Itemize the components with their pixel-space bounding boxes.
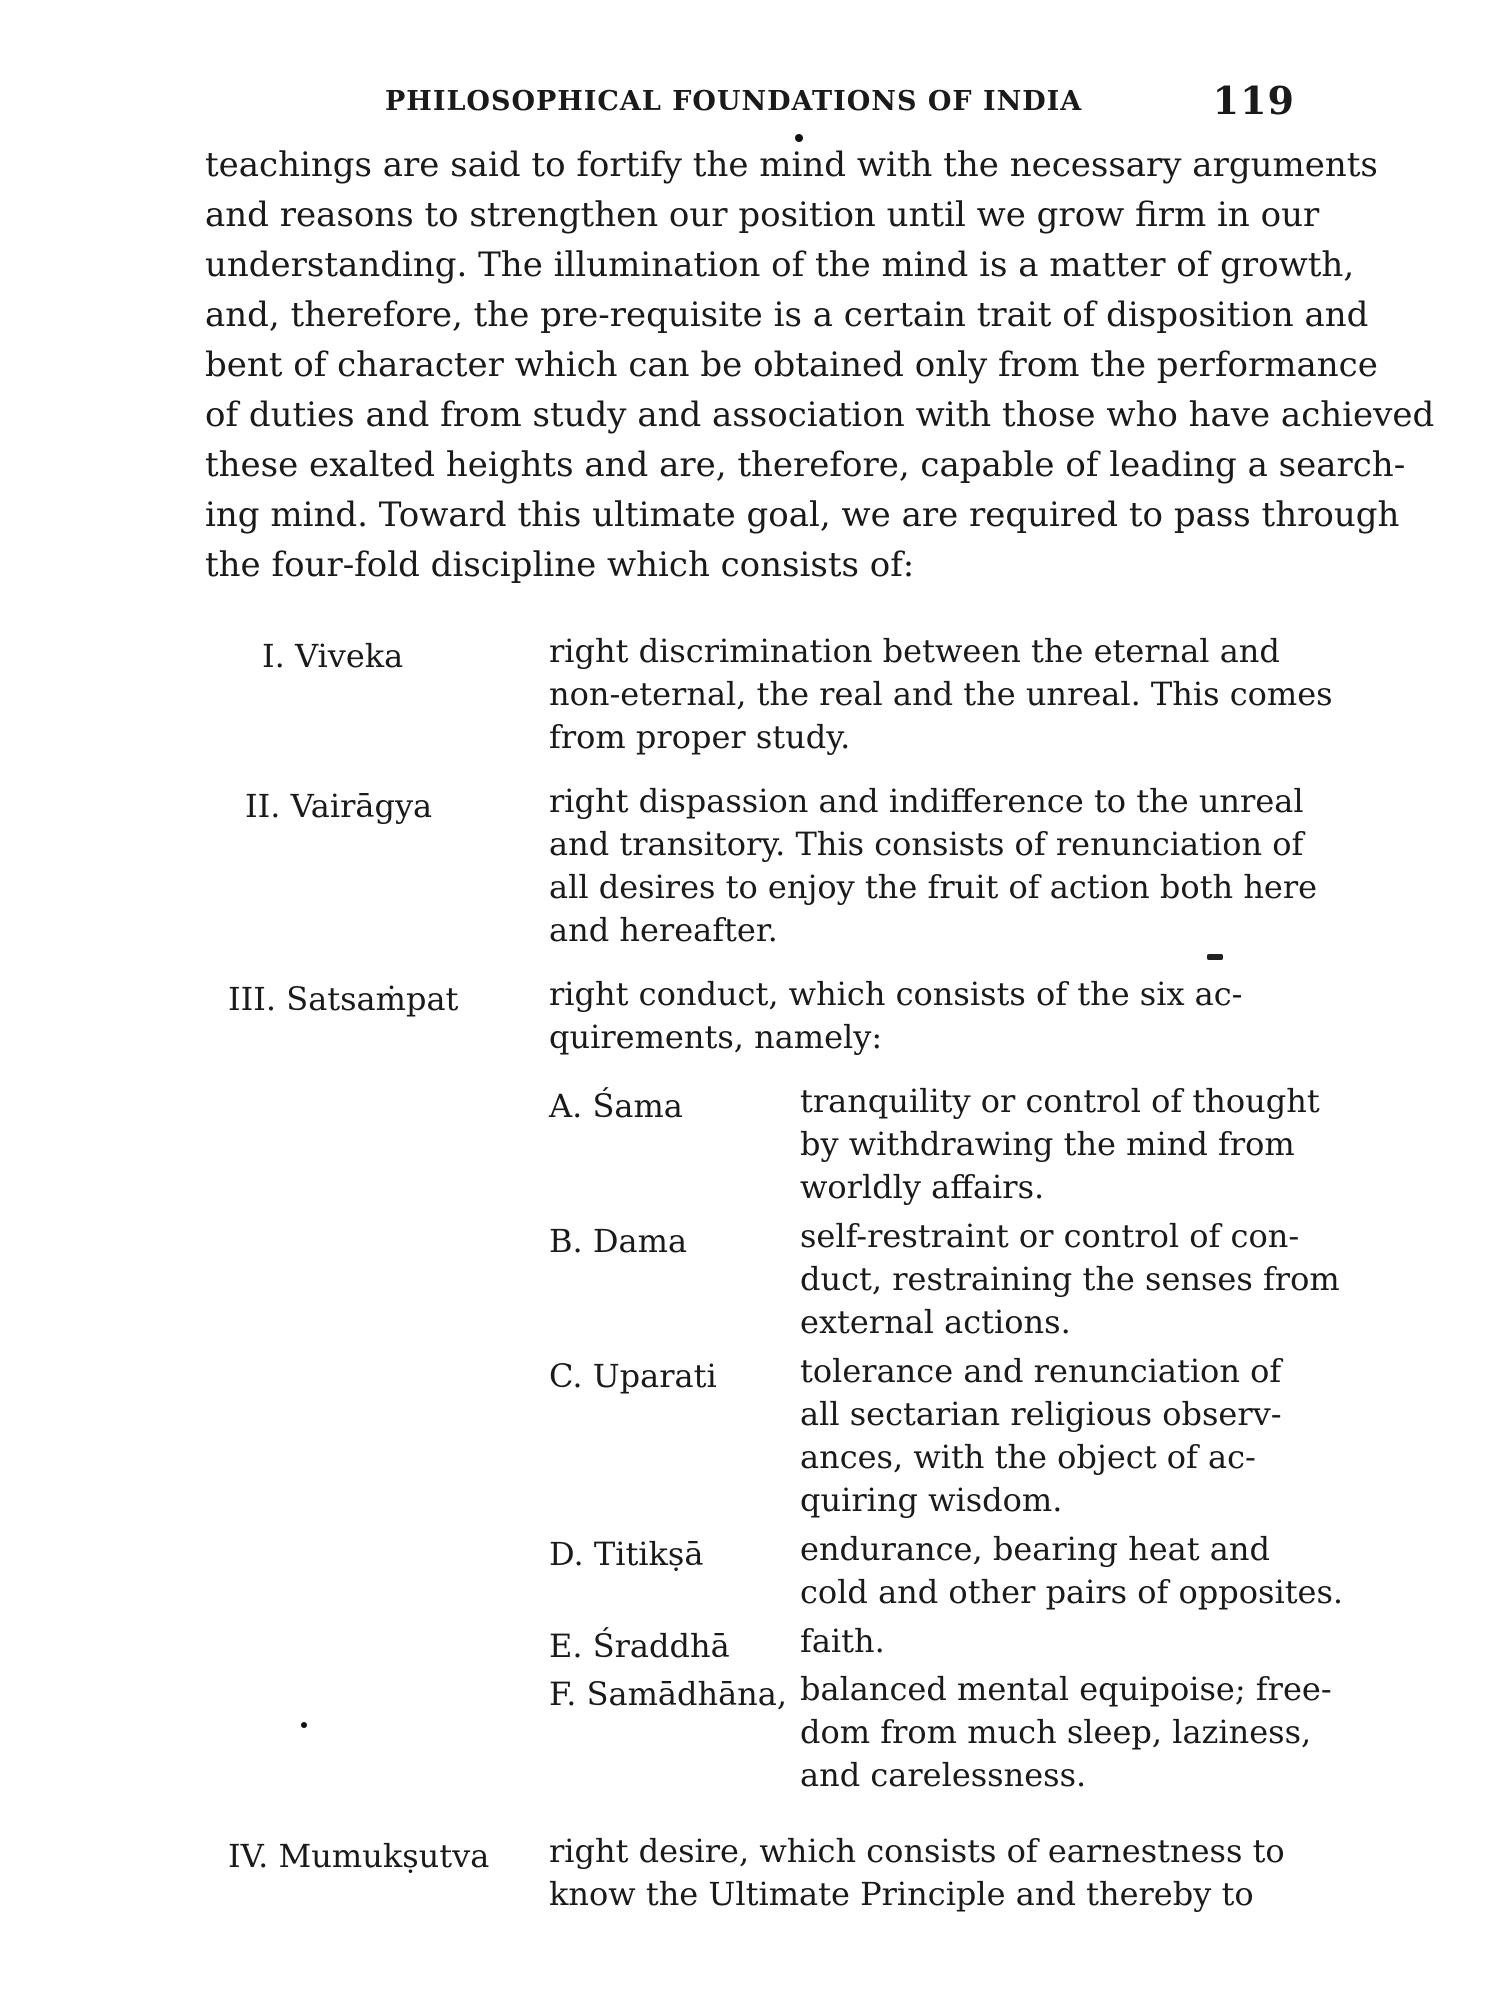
acquirement-description: [800, 1528, 1344, 1614]
description-line: cold and other pairs of opposites.: [800, 1573, 1344, 1611]
discipline-term: III. Satsaṁpat: [228, 980, 459, 1018]
ink-speck: [301, 1722, 307, 1728]
description-line: right dispassion and indifference to the unreal: [549, 782, 1304, 820]
intro-line: and reasons to strengthen our position until we grow firm in our: [205, 195, 1320, 235]
description-line: all sectarian religious observ-: [800, 1395, 1282, 1433]
description-line: tranquility or control of thought: [800, 1082, 1320, 1120]
acquirement-term: F. Samādhāna,: [549, 1675, 788, 1713]
description-line: quiring wisdom.: [800, 1481, 1063, 1519]
description-line: and transitory. This consists of renunciation of: [549, 825, 1304, 863]
acquirement-description: [800, 1620, 1310, 1663]
intro-line: ing mind. Toward this ultimate goal, we are required to pass through: [205, 495, 1400, 535]
description-line: external actions.: [800, 1303, 1071, 1341]
intro-line: these exalted heights and are, therefore, capable of leading a search-: [205, 445, 1406, 485]
description-line: right discrimination between the eternal and: [549, 632, 1280, 670]
intro-line: the four-fold discipline which consists of:: [205, 545, 915, 585]
description-line: by withdrawing the mind from: [800, 1125, 1295, 1163]
description-line: and carelessness.: [800, 1756, 1087, 1794]
acquirement-term: B. Dama: [549, 1222, 688, 1260]
acquirement-term: D. Titikṣā: [549, 1535, 704, 1573]
intro-line: teachings are said to fortify the mind with the necessary arguments: [205, 145, 1378, 185]
intro-line: and, therefore, the pre-requisite is a certain trait of disposition and: [205, 295, 1369, 335]
discipline-term: II. Vairāgya: [245, 787, 433, 825]
running-header: [385, 78, 1295, 128]
acquirement-description: [800, 1668, 1332, 1797]
discipline-term: IV. Mumukṣutva: [228, 1837, 490, 1875]
intro-line: understanding. The illumination of the mind is a matter of growth,: [205, 245, 1355, 285]
description-line: endurance, bearing heat and: [800, 1530, 1270, 1568]
ink-speck: [1207, 954, 1223, 960]
intro-paragraph: [205, 140, 1435, 590]
running-head-title: PHILOSOPHICAL FOUNDATIONS OF INDIA: [385, 86, 1083, 117]
description-line: know the Ultimate Principle and thereby to: [549, 1875, 1254, 1913]
description-line: quirements, namely:: [549, 1018, 883, 1056]
description-line: right conduct, which consists of the six ac-: [549, 975, 1243, 1013]
discipline-term: I. Viveka: [262, 637, 404, 675]
acquirement-description: [800, 1215, 1340, 1344]
description-line: duct, restraining the senses from: [800, 1260, 1340, 1298]
discipline-description: [549, 973, 1309, 1059]
description-line: all desires to enjoy the fruit of action both here: [549, 868, 1318, 906]
description-line: dom from much sleep, laziness,: [800, 1713, 1312, 1751]
description-line: right desire, which consists of earnestness to: [549, 1832, 1285, 1870]
description-line: self-restraint or control of con-: [800, 1217, 1300, 1255]
discipline-description: [549, 780, 1318, 952]
discipline-description: [549, 1830, 1309, 1916]
acquirement-term: A. Śama: [549, 1087, 683, 1125]
acquirement-description: [800, 1080, 1320, 1209]
intro-line: of duties and from study and association with those who have achieved: [205, 395, 1435, 435]
description-line: from proper study.: [549, 718, 851, 756]
description-line: ances, with the object of ac-: [800, 1438, 1256, 1476]
page-number: 119: [1212, 78, 1295, 123]
description-line: and hereafter.: [549, 911, 778, 949]
acquirement-description: [800, 1350, 1310, 1522]
description-line: faith.: [800, 1622, 885, 1660]
description-line: balanced mental equipoise; free-: [800, 1670, 1332, 1708]
discipline-description: [549, 630, 1333, 759]
acquirement-term: C. Uparati: [549, 1357, 717, 1395]
description-line: worldly affairs.: [800, 1168, 1045, 1206]
description-line: tolerance and renunciation of: [800, 1352, 1282, 1390]
acquirement-term: E. Śraddhā: [549, 1627, 730, 1665]
description-line: non-eternal, the real and the unreal. This comes: [549, 675, 1333, 713]
intro-line: bent of character which can be obtained only from the performance: [205, 345, 1378, 385]
